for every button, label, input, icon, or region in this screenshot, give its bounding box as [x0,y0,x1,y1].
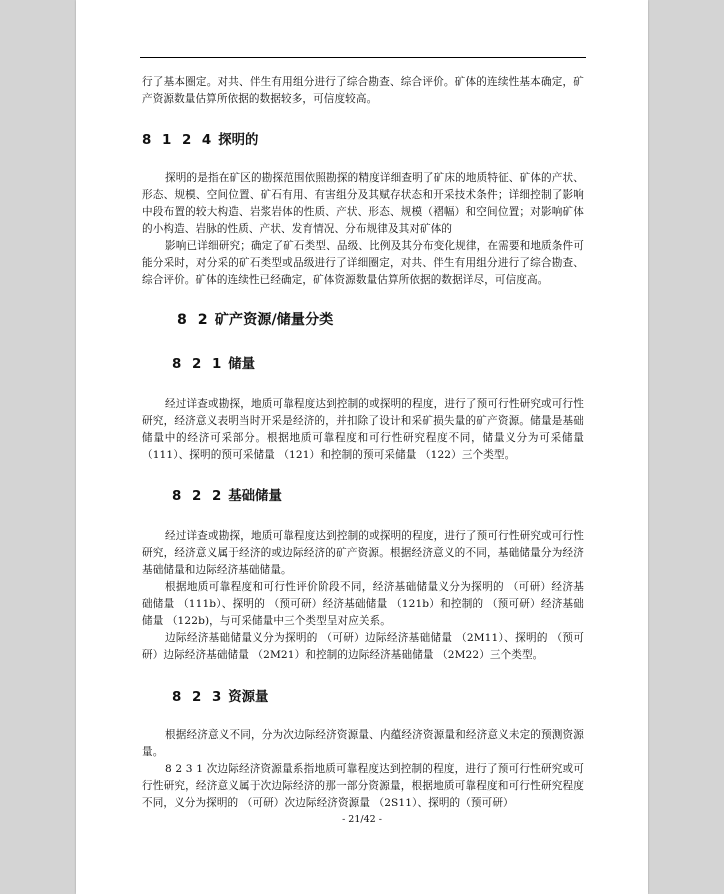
heading-821 [142,353,584,372]
top-paragraph: 行了基本圈定。对共、伴生有用组分进行了综合勘查、综合评价。矿体的连续性基本确定，矿产资源数量估算所依据的数据较多，可信度较高。 [142,76,584,105]
paragraph-822-3: 边际经济基础储量义分为探明的 （可研）边际经济基础储量 （2M11）、探明的 （预可研）边际经济基础储量 （2M21）和控制的边际经济基础储量 （2M22）三个类型。 [142,632,584,661]
paragraph-8124-1: 探明的是指在矿区的勘探范围依照勘探的精度详细查明了矿床的地质特征、矿体的产状、形态、规模、空间位置、矿石有用、有害组分及其赋存状态和开采技术条件；详细控制了影响中段布置的较大构造、岩浆岩体的性质、产状、形态、规模（褶幅）和空间位置；对影响矿体的小构造、岩脉的性质、产状、发育情况、分布规律及其对矿体的 [142,172,584,235]
heading-823 [142,686,584,705]
heading-8124-number: 8 1 2 4 [142,133,215,148]
document-page [76,0,648,894]
heading-82 [142,309,584,329]
heading-822 [142,485,584,504]
heading-82-title: 矿产资源/储量分类 [214,312,334,328]
page-content [142,74,584,812]
heading-821-number: 8 2 1 [172,357,225,372]
paragraph-823-2: 8 2 3 1 次边际经济资源量系指地质可靠程度达到控制的程度，进行了预可行性研究或可行性研究，经济意义属于次边际经济的那一部分资源量，根据地质可靠程度和可行性研究程度不同，义分为探明的 （可研）次边际经济资源量 （2S11）、探明的（预可研） [142,763,584,809]
heading-822-number: 8 2 2 [172,489,225,504]
heading-823-title: 资源量 [228,690,269,705]
heading-821-title: 储量 [228,357,256,372]
header-rule [140,57,586,58]
paragraph-8124-2: 影响已详细研究；确定了矿石类型、品级、比例及其分布变化规律，在需要和地质条件可能分采时，对分采的矿石类型或品级进行了详细圈定，对共、伴生有用组分进行了综合勘查、综合评价。矿体的连续性已经确定，矿体资源数量估算所依据的数据详尽，可信度高。 [142,240,584,286]
heading-823-number: 8 2 3 [172,690,225,705]
heading-822-title: 基础储量 [228,489,282,504]
paragraph-823-1: 根据经济意义不同，分为次边际经济资源量、内蕴经济资源量和经济意义未定的预测资源量。 [142,729,584,758]
heading-8124 [142,129,584,148]
paragraph-822-1: 经过详查或勘探，地质可靠程度达到控制的或探明的程度，进行了预可行性研究或可行性研究，经济意义属于经济的或边际经济的矿产资源。根据经济意义的不同，基础储量分为经济基础储量和边际经济基础储量。 [142,530,584,576]
paragraph-822-2: 根据地质可靠程度和可行性评价阶段不同，经济基础储量义分为探明的 （可研）经济基础储量 （111b）、探明的 （预可研）经济基础储量 （121b）和控制的 （预可研）经济基础储量 （122b)，与可采储量中三个类型呈对应关系。 [142,581,584,627]
heading-82-number: 8 2 [177,312,211,328]
paragraph-821-1: 经过详查或勘探，地质可靠程度达到控制的或探明的程度，进行了预可行性研究或可行性研究，经济意义表明当时开采是经济的，并扣除了设计和采矿损失量的矿产资源。储量是基础储量中的经济可采部分。根据地质可靠程度和可行性研究程度不同，储量义分为可采储量 （111）、探明的预可采储量 （121）和控制的预可采储量 （122）三个类型。 [142,398,584,461]
page-number: - 21/42 - [342,814,382,825]
heading-8124-title: 探明的 [218,133,259,148]
